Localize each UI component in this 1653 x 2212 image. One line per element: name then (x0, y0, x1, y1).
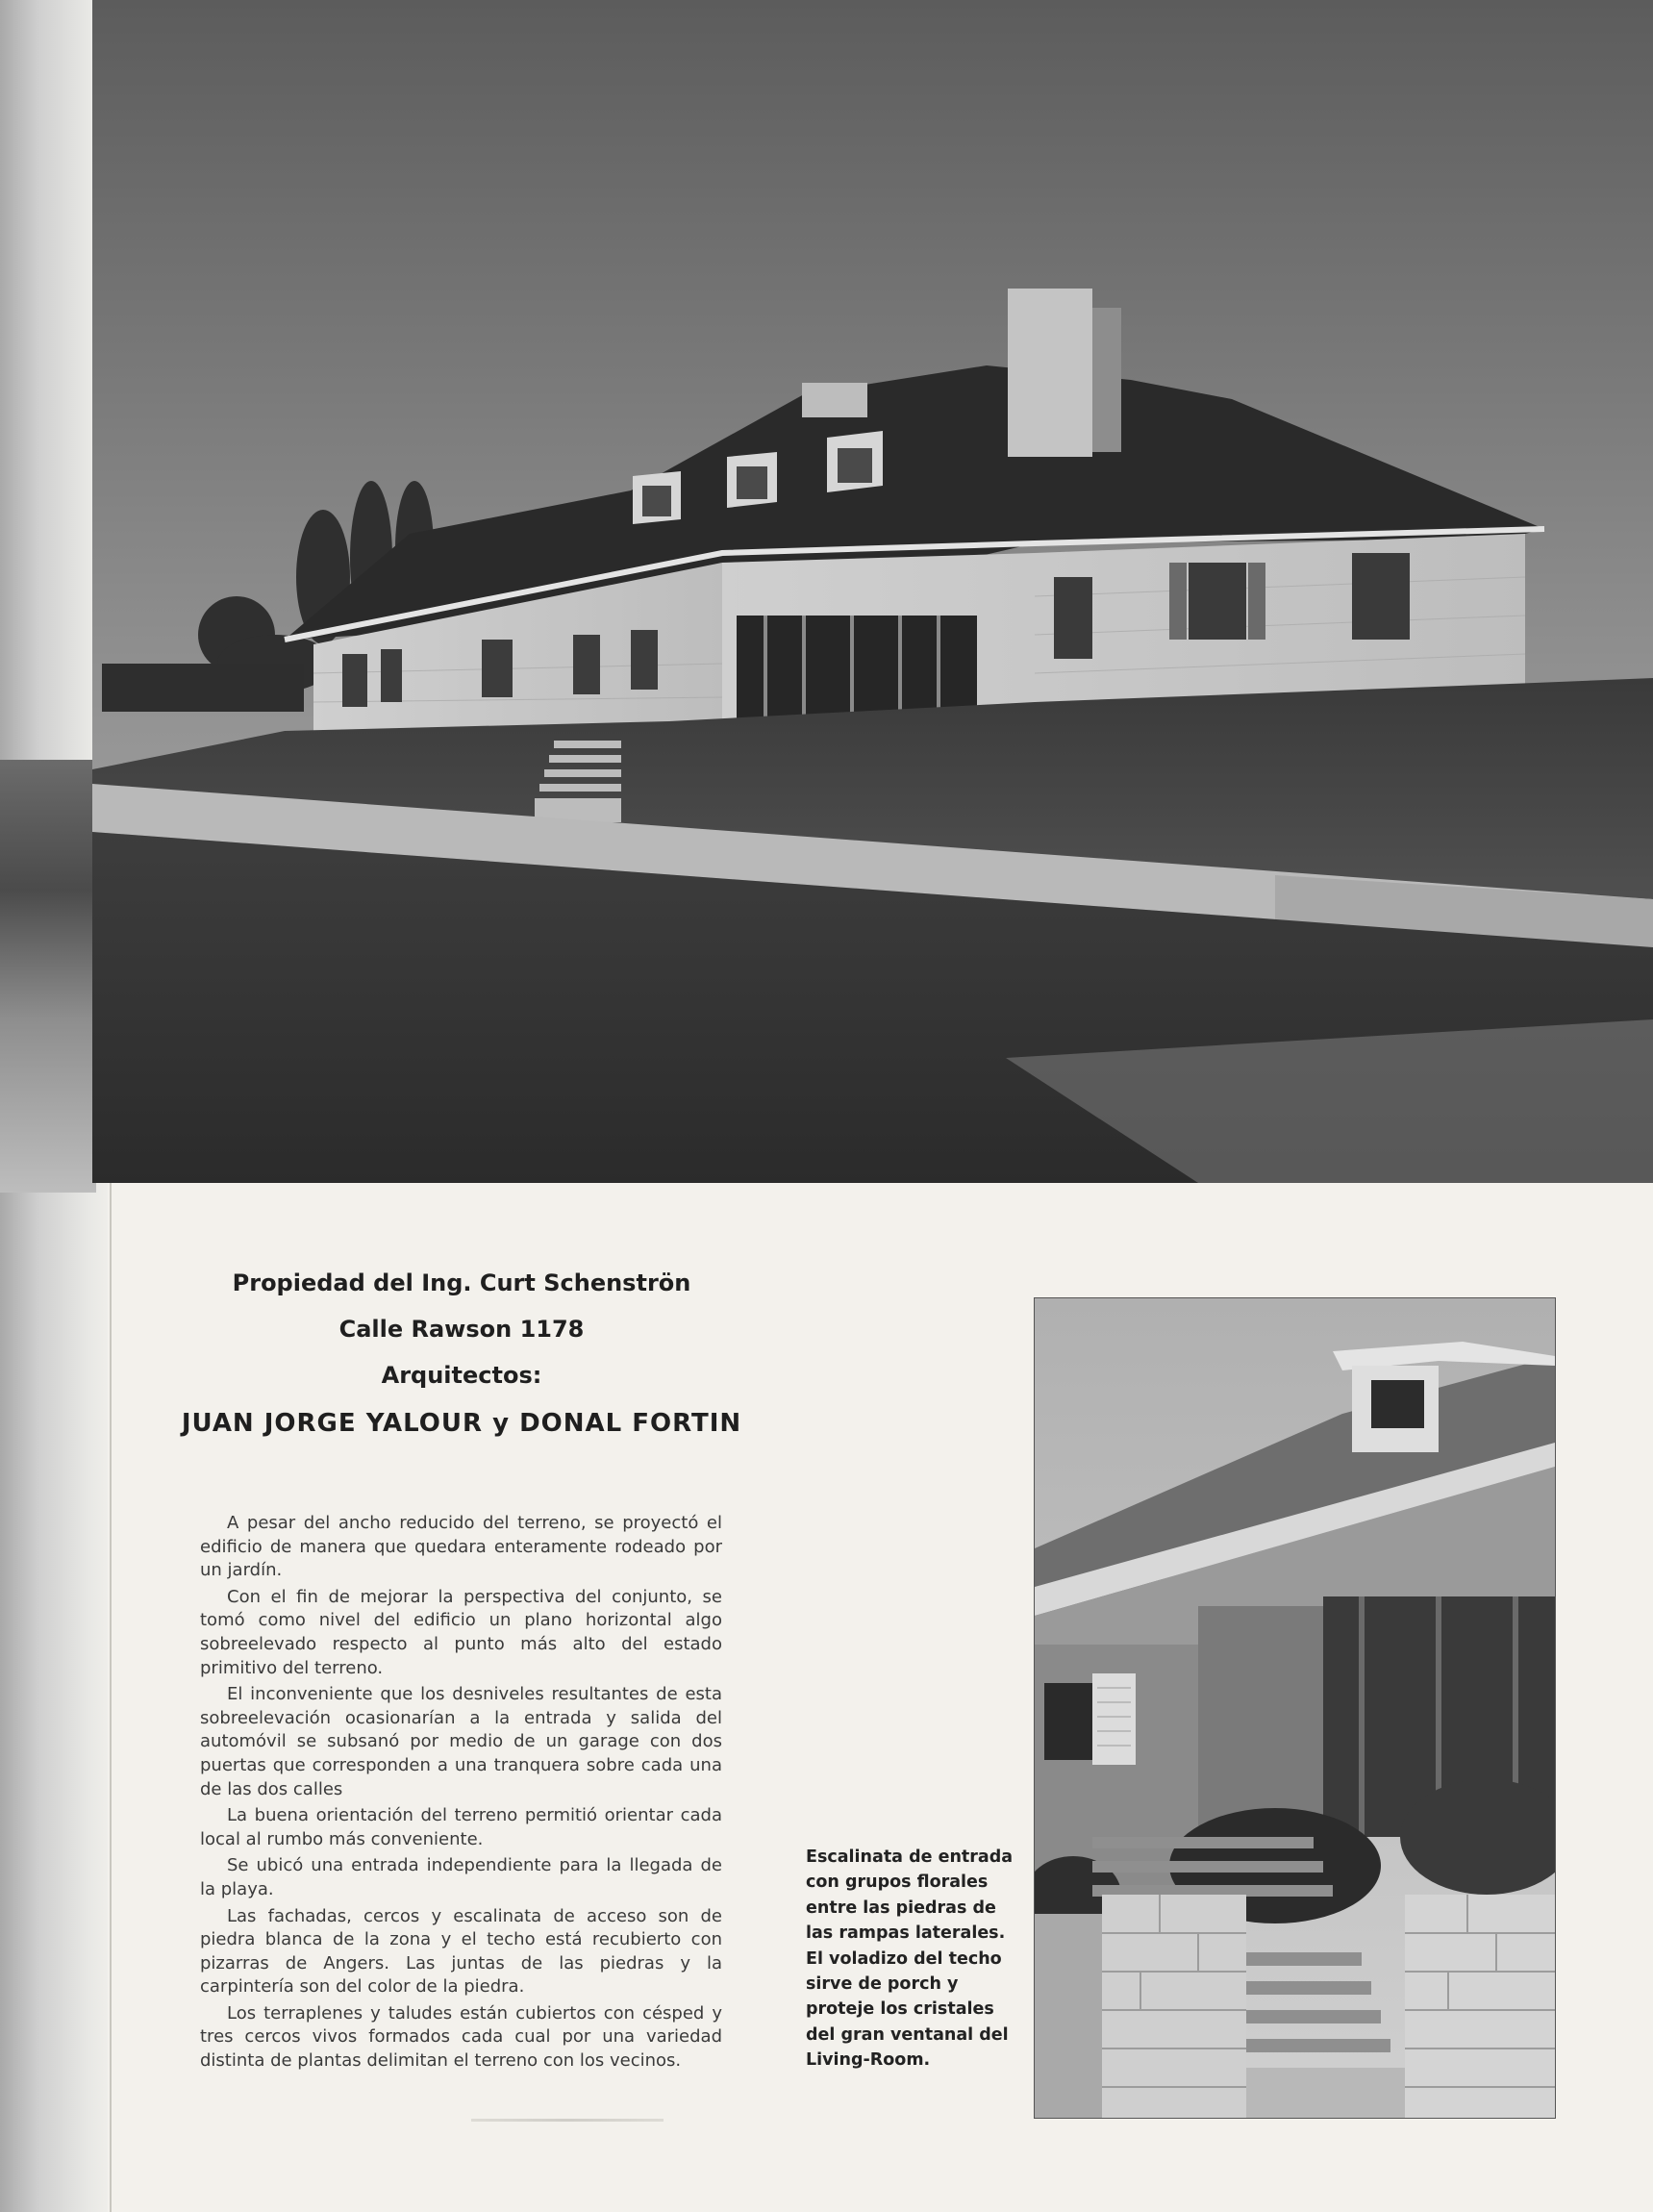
adjacent-page-edge (0, 760, 96, 1193)
paragraph: Se ubicó una entrada independiente para la llegada de la playa. (200, 1855, 722, 1899)
address-line: Calle Rawson 1178 (338, 1316, 585, 1343)
paragraph: Las fachadas, cercos y escalinata de acceso son de piedra blanca de la zona y el techo está recubierto con pizarras de Angers. Las juntas de las piedras y la carpintería son del color de la piedra. (200, 1905, 722, 1998)
printed-rule (471, 2119, 664, 2122)
paragraph: A pesar del ancho reducido del terreno, se proyectó el edificio de manera que quedara enteramente rodeado por un jardín. (200, 1513, 722, 1581)
owner-line: Propiedad del Ing. Curt Schenströn (232, 1269, 691, 1296)
paragraph: El inconveniente que los desniveles resultantes de esta sobreelevación ocasionarían a la entrada y salida del automóvil se subsanó por medio de un garage con dos puertas que corresponden a una tranquera sobre cada una de las dos calles (200, 1684, 722, 1799)
paragraph: Los terraplenes y taludes están cubiertos con césped y tres cercos vivos formados cada cual por una variedad distinta de plantas delimitan el terreno con los vecinos. (200, 2002, 722, 2072)
architects-label: Arquitectos: (381, 1362, 542, 1389)
page-fold (110, 1183, 112, 2212)
architects-names: JUAN JORGE YALOUR y DONAL FORTIN (181, 1409, 742, 1438)
house-exterior-photo (92, 0, 1653, 1183)
photo-caption: Escalinata de entrada con grupos florales entre las piedras de las rampas laterales. El voladizo del techo sirve de porch y proteje los cristales del gran ventanal del Living-Room. (806, 1848, 1014, 2071)
article-body (200, 1512, 722, 2076)
paragraph: La buena orientación del terreno permitió orientar cada local al rumbo más conveniente. (200, 1805, 722, 1849)
article-header (173, 1260, 750, 1448)
entrance-stairway-photo (1035, 1298, 1555, 2118)
paragraph: Con el fin de mejorar la perspectiva del conjunto, se tomó como nivel del edificio un plano horizontal algo sobreelevado respecto al punto más alto del estado primitivo del terreno. (200, 1586, 722, 1678)
